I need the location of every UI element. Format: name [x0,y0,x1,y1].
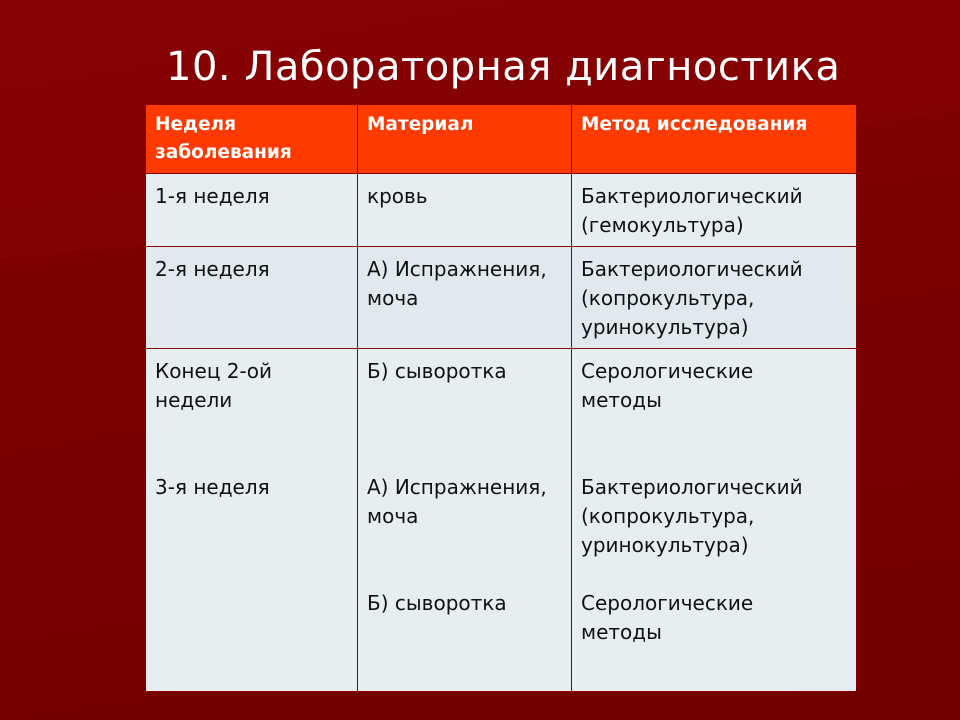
cell-material [358,349,572,692]
cell-week [146,247,358,349]
cell-text: А) Испражнения, [367,475,547,499]
cell-text: методы [581,620,662,644]
cell-text: моча [367,504,419,528]
cell-text: (копрокультура, [581,286,755,310]
table-header-row [146,105,857,174]
table-row [146,349,857,692]
cell-text: А) Испражнения, [367,257,547,281]
cell-text: методы [581,388,662,412]
cell-week [146,174,358,247]
cell-text: уринокультура) [581,533,749,557]
cell-text: Серологические [581,591,754,615]
cell-text: Бактериологический [581,184,803,208]
cell-text: Бактериологический [581,257,803,281]
cell-text: Конец 2-ой [155,359,272,383]
cell-text: Б) сыворотка [367,359,507,383]
header-week: Неделя заболевания [146,105,358,174]
cell-text: Бактериологический [581,475,803,499]
cell-method [572,247,857,349]
cell-text: кровь [367,184,428,208]
spacer [155,415,349,473]
spacer [581,415,848,473]
cell-text: 2-я неделя [155,257,270,281]
cell-text: (копрокультура, [581,504,755,528]
cell-text: (гемокультура) [581,213,744,237]
cell-material [358,174,572,247]
slide-title: 10. Лабораторная диагностика [166,44,841,90]
diagnostics-table [145,104,857,692]
cell-week [146,349,358,692]
spacer [367,386,563,415]
cell-text: Б) сыворотка [367,591,507,615]
table-row [146,174,857,247]
cell-method [572,174,857,247]
cell-text: 1-я неделя [155,184,270,208]
cell-method [572,349,857,692]
cell-text: Серологические [581,359,754,383]
cell-text: недели [155,388,233,412]
spacer [367,415,563,473]
spacer [581,560,848,589]
header-method: Метод исследования [572,105,857,174]
cell-material [358,247,572,349]
table-row [146,247,857,349]
cell-text: 3-я неделя [155,475,270,499]
cell-text: моча [367,286,419,310]
header-material: Материал [358,105,572,174]
spacer [367,531,563,589]
cell-text: уринокультура) [581,315,749,339]
